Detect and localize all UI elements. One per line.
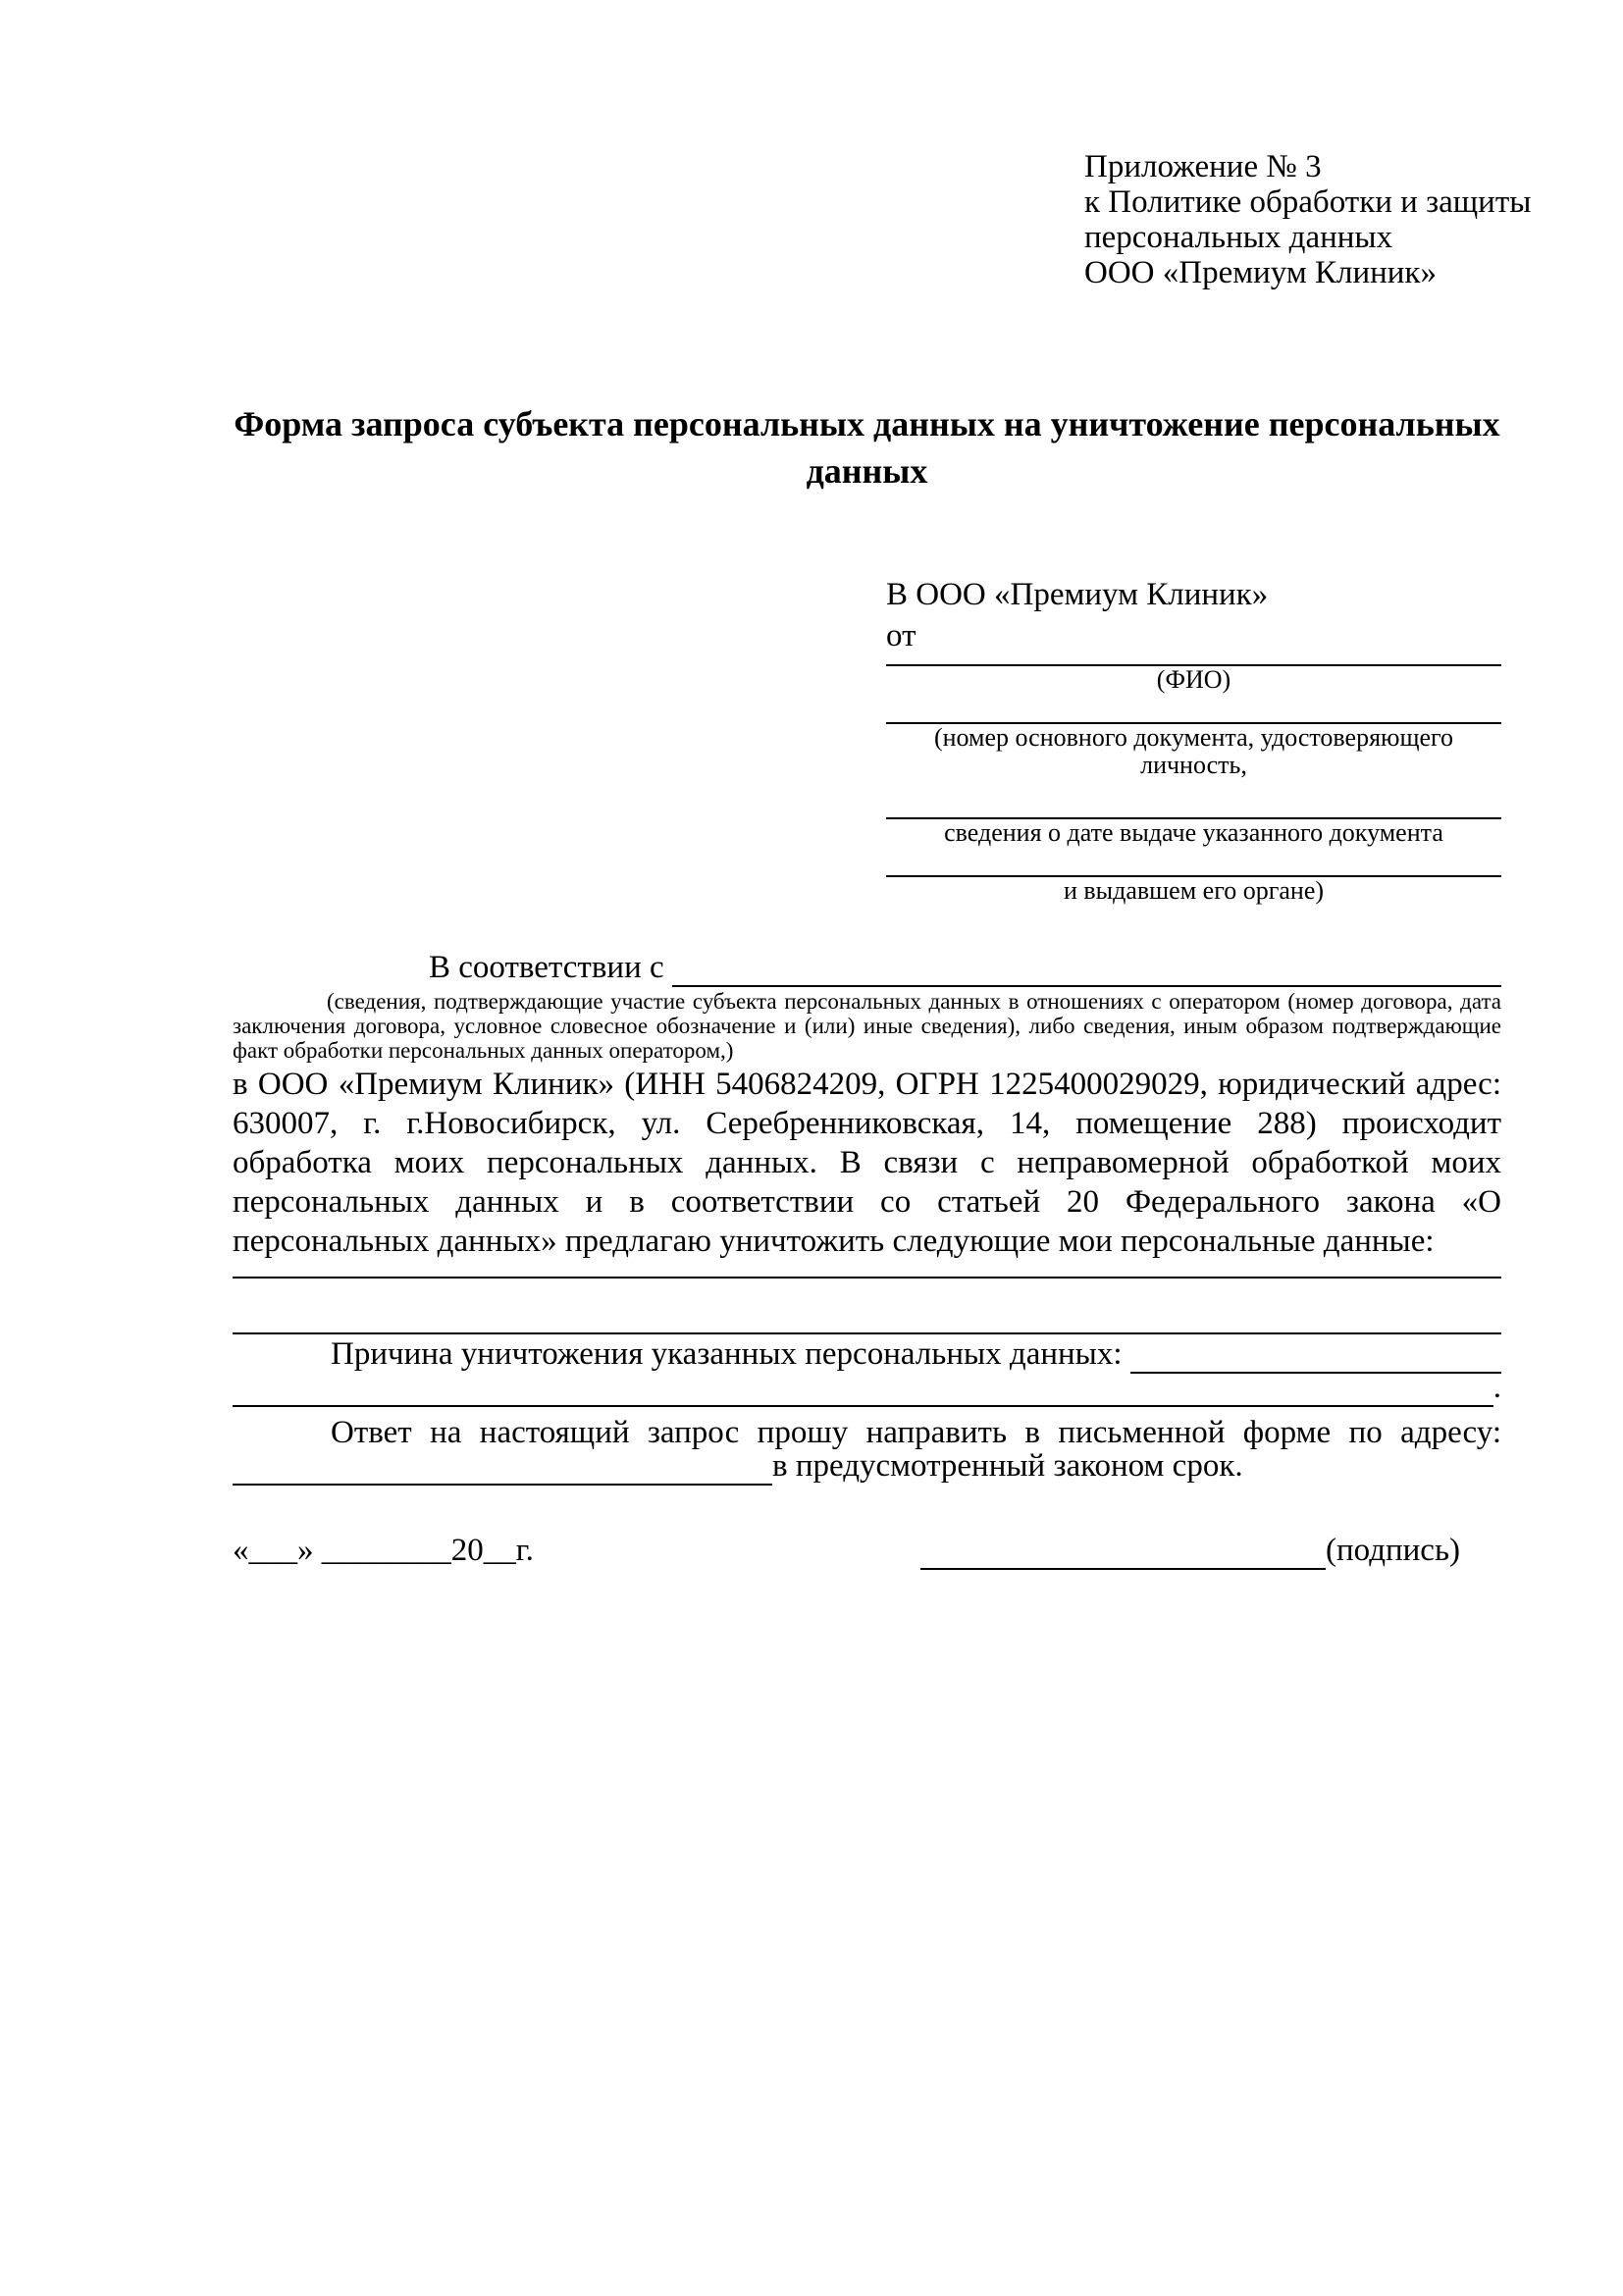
appendix-line: к Политике обработки и защиты [1084,184,1532,220]
addressee-block [886,574,1501,905]
doc-caption-1: (номер основного документа, удостоверяющего личность, [933,723,1454,779]
reply-sentence: Ответ на настоящий запрос прошу направить в письменной форме по адресу: [331,1415,1501,1450]
signature-group [920,1531,1460,1570]
line-end-period: . [1492,1370,1501,1405]
reason-blank-line-2[interactable] [233,1372,1493,1407]
appendix-line: Приложение № 3 [1084,149,1322,184]
doc-caption-3: и выдавшем его органе) [1063,876,1325,905]
addressee-to: В ООО «Премиум Клиник» [886,577,1269,612]
reason-blank-line[interactable] [1130,1338,1501,1374]
doc-issue-date-blank-line[interactable] [886,779,1501,819]
reply-address-blank-line[interactable] [233,1450,772,1486]
doc-number-blank-line[interactable] [886,694,1501,724]
appendix-line: ООО «Премиум Клиник» [1084,255,1437,290]
body-block [233,948,1501,1570]
reply-address-row [233,1448,1501,1486]
reason-row [233,1336,1501,1374]
reason-label: Причина уничтожения указанных персональных данных: [331,1336,1130,1372]
fio-caption: (ФИО) [1156,665,1231,694]
fine-print-note: (сведения, подтверждающие участие субъекта персональных данных в отношениях с оператором (номер договора, дата заключения договора, условное словесное обозначение и (или) иные сведения), либо сведения, иным образом подтверждающие факт обработки персональных данных оператором,) [233,989,1501,1063]
main-paragraph: в ООО «Премиум Клиник» (ИНН 5406824209, ОГРН 1225400029029, юридический адрес: 630007, г. г.Новосибирск, ул. Серебренниковская, 14, помещение 288) происходит обработка моих персональных данных. В связи с неправомерной обработкой моих персональных данных и в соответствии со статьей 20 Федерального закона «О персональных данных» предлагаю уничтожить следующие мои персональные данные: [233,1067,1501,1259]
according-label: В соответствии с [429,950,672,985]
signature-blank-line[interactable] [920,1535,1326,1570]
reason-continuation-row [233,1370,1501,1407]
signature-caption: (подпись) [1326,1533,1460,1568]
reply-tail: в предусмотренный законом срок. [772,1448,1243,1484]
according-blank-line[interactable] [672,952,1501,987]
appendix-line: персональных данных [1084,220,1393,255]
according-row [233,948,1501,987]
data-blank-line-2[interactable] [233,1278,1501,1334]
form-title: Форма запроса субъекта персональных данных на уничтожение персональных данных [234,404,1500,491]
addressee-from-label: от [886,618,916,653]
doc-caption-2: сведения о дате выдаче указанного документа [944,818,1443,847]
appendix-note [1084,149,1531,290]
data-blank-line-1[interactable] [233,1261,1501,1278]
doc-issuer-blank-line[interactable] [886,847,1501,877]
date-blank-field[interactable]: «___» ________20__г. [233,1533,534,1568]
date-signature-row [233,1531,1501,1570]
